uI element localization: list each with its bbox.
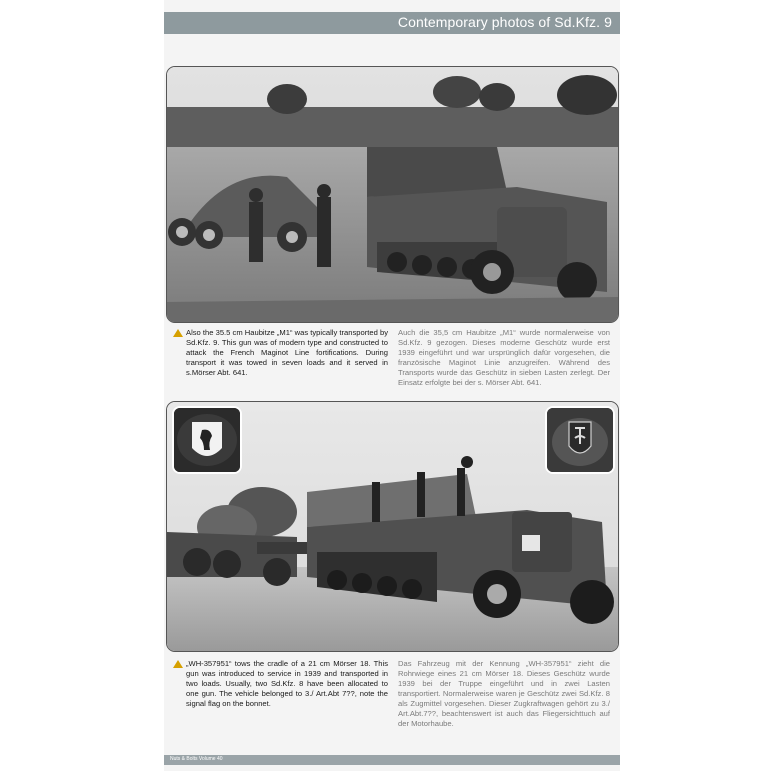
photo2-caption-en: „WH-357951“ tows the cradle of a 21 cm Mörser 18. This gun was introduced to service in 1939 and transported in two loads. Usually, two Sd.Kfz. 8 have been allocated to one gun. The vehicle belonged to 3./ Art.Abt 7??, note the signal flag on the bonnet. — [186, 659, 388, 708]
page-title: Contemporary photos of Sd.Kfz. 9 — [397, 14, 612, 30]
inset-unit-emblem-right — [545, 406, 615, 474]
photo1-caption-en: Also the 35.5 cm Haubitze „M1“ was typically transported by Sd.Kfz. 9. This gun was of modern type and constructed to attack the French Maginot Line fortifications. During transport it was towed in seven loads and it served in s.Mörser Abt. 641. — [186, 328, 388, 377]
inset-unit-emblem-left — [172, 406, 242, 474]
footer-publication: Nuts & Bolts Volume 40 — [170, 756, 223, 762]
caption-marker-icon — [173, 329, 183, 337]
photo2-caption-de: Das Fahrzeug mit der Kennung „WH-357951“ zieht die Rohrwiege eines 21 cm Mörser 18. Dieses Geschütz wurde 1939 bei der Truppe eingeführt und in zwei Lasten transportiert. Normalerweise waren je Geschütz zwei Sd.Kfz. 8 als Zugmittel vorgesehen. Dieser Zugkraftwagen gehört zu 3./ Art.Abt.7??, beachtenswert ist auch das Fliegersichttuch auf der Motorhaube. — [398, 659, 610, 728]
photo1-caption-de: Auch die 35,5 cm Haubitze „M1“ wurde normalerweise von Sd.Kfz. 9 gezogen. Dieses moderne Geschütz wurde erst 1939 eingeführt und war ursprünglich dafür vorgesehen, die französische Maginot Linie anzugreifen. Während des Transports wurde das Geschütz in sieben Lasten zerlegt. Der Einsatz erfolgte bei der s. Mörser Abt. 641. — [398, 328, 610, 387]
page-header-bar — [164, 12, 620, 34]
page-footer-bar — [164, 755, 620, 765]
caption-marker-icon — [173, 660, 183, 668]
photo-sdkfz9-haubitze — [166, 66, 619, 323]
